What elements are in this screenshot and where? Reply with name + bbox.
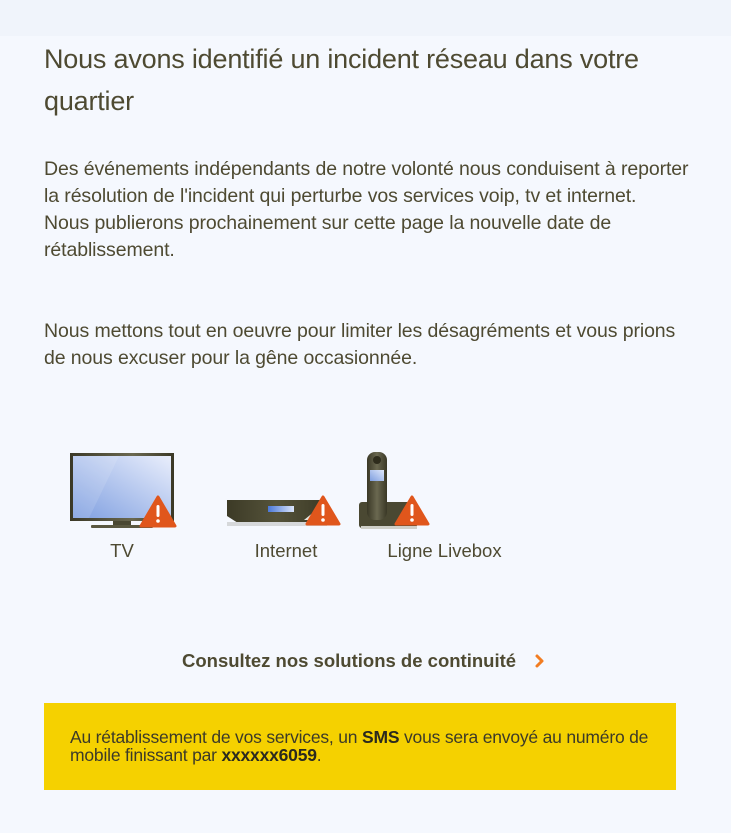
service-ligne-livebox: [382, 450, 507, 562]
continuity-solutions-label: Consultez nos solutions de continuité: [182, 650, 517, 671]
sms-notification-banner: [44, 703, 676, 790]
apology-text: Nous mettons tout en oeuvre pour limiter les désagréments et vous prions de nous excuser pour la gêne occasionnée.: [44, 320, 676, 369]
incident-description-line-1: Des événements indépendants de notre volonté nous conduisent à reporter la résolution de l'incident qui perturbe vos services voip, tv et internet.: [44, 158, 689, 207]
service-label-internet: Internet: [254, 540, 318, 561]
sms-banner-sms: SMS: [362, 727, 400, 747]
page-title: Nous avons identifié un incident réseau dans votre quartier: [44, 44, 639, 116]
service-internet: [226, 450, 346, 562]
cordless-phone-icon: [382, 450, 507, 530]
sms-banner-suffix: .: [316, 745, 322, 765]
sms-banner-prefix: Au rétablissement de vos services, un: [70, 727, 362, 747]
service-tv: [54, 450, 194, 562]
tv-icon: [54, 450, 194, 530]
continuity-solutions-link[interactable]: [182, 650, 546, 672]
top-band: [0, 0, 731, 36]
sms-banner-middle: vous sera envoyé au numéro de mobile finissant par: [70, 727, 649, 765]
livebox-router-icon: [226, 450, 346, 530]
sms-banner-phone-number: xxxxxx6059: [221, 745, 317, 765]
service-label-tv: TV: [110, 540, 134, 561]
incident-description-line-2: Nous publierons prochainement sur cette page la nouvelle date de rétablissement.: [44, 212, 612, 261]
service-label-ligne-livebox: Ligne Livebox: [387, 540, 502, 561]
incident-description: [44, 156, 694, 264]
chevron-right-icon: [534, 653, 546, 669]
